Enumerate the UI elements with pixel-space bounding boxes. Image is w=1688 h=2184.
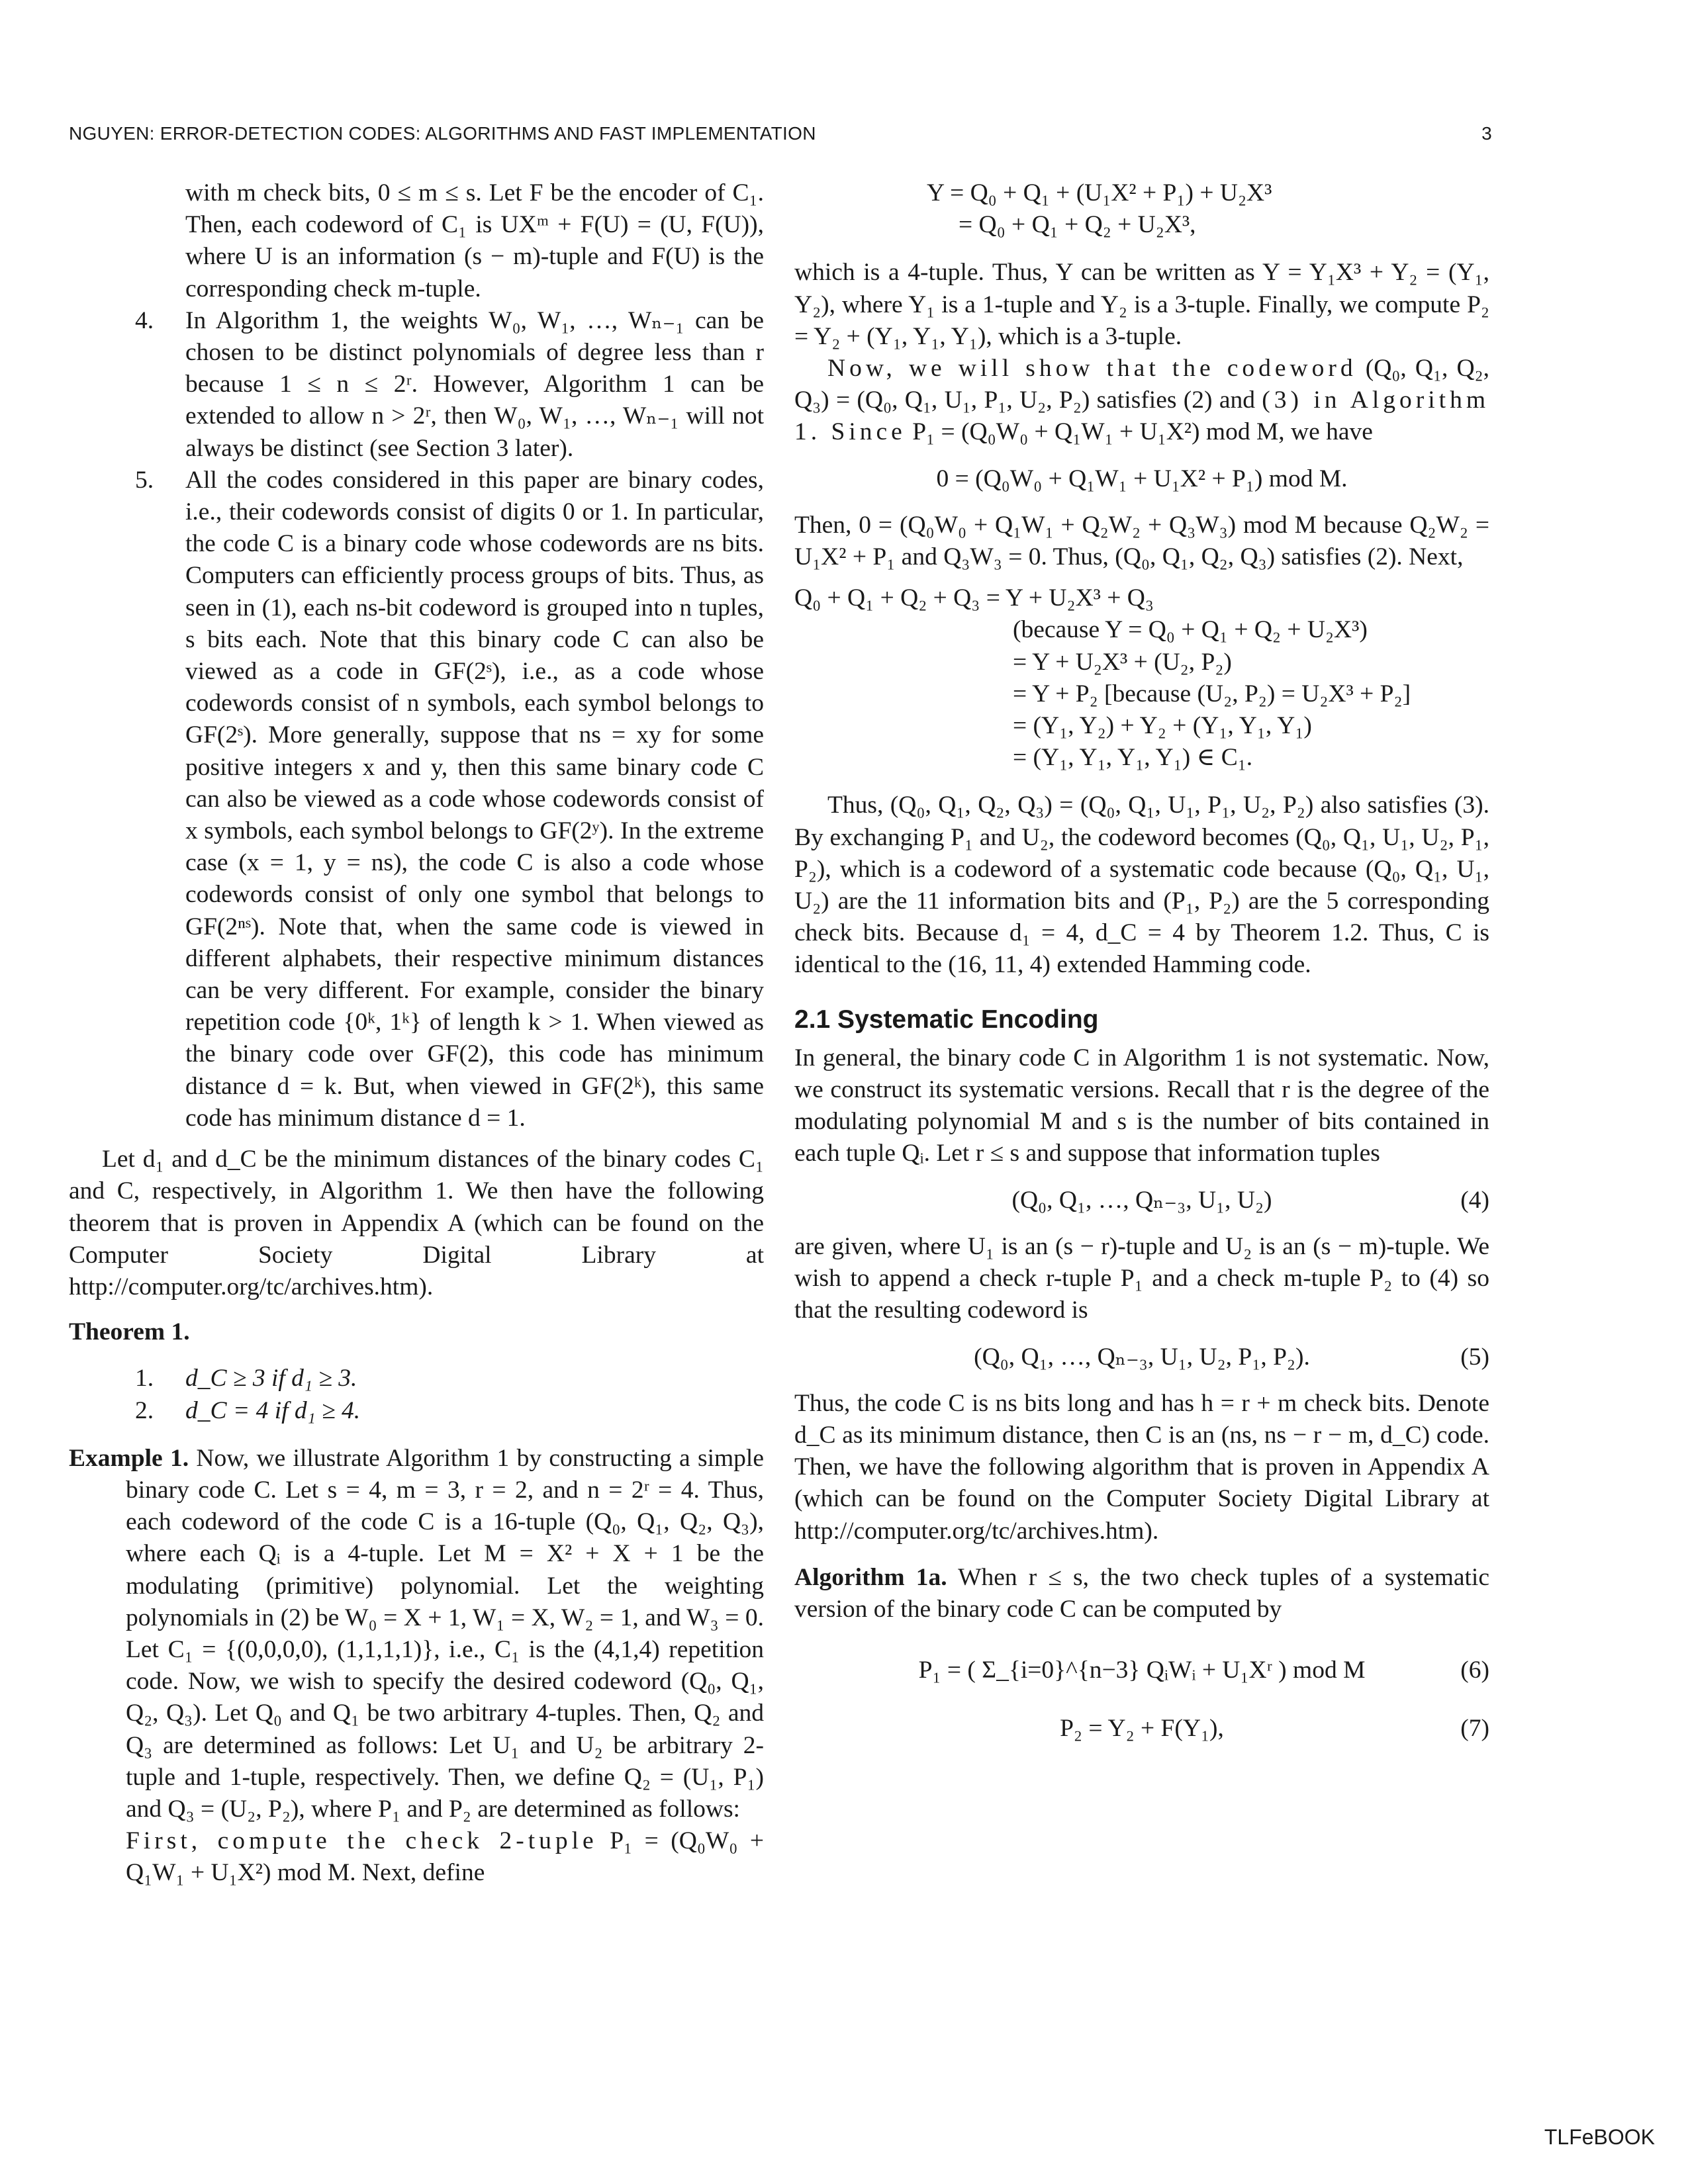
equation-4 — [794, 1185, 1489, 1216]
section-heading: 2.1 Systematic Encoding — [794, 1005, 1099, 1034]
page-number: 3 — [1481, 123, 1492, 144]
list-text: In Algorithm 1, the weights W₀, W₁, …, Wₙ₋₁ can be chosen to be distinct polynomials of degree less than r because 1 ≤ n ≤ 2ʳ. However, Algorithm 1 can be extended to allow n > 2ʳ, then W₀, W₁, …, Wₙ₋₁ will not always be distinct (see Section 3 later). — [185, 306, 764, 462]
list-number: 2. — [135, 1396, 154, 1424]
list-text: All the codes considered in this paper are binary codes, i.e., their codewords consist of digits 0 or 1. In particular, the code C is a binary code whose codewords are ns bits. Computers can efficiently process groups of bits. Thus, as seen in (1), each ns-bit codeword is grouped into n tuples, s bits each. Note that this binary code C can also be viewed as a code in GF(2ˢ), i.e., as a code whose codewords consist of n symbols, each symbol belongs to GF(2ˢ). More generally, suppose that ns = xy for some positive integers x and y, then this same binary code C can also be viewed as a code whose codewords consist of x symbols, each symbol belongs to GF(2ʸ). In the extreme case (x = 1, y = ns), the code C is also a code whose codewords consist of only one symbol that belongs to GF(2ⁿˢ). Note that, when the same code is viewed in different alphabets, their respective minimum distances can be very different. For example, consider the binary repetition code {0ᵏ, 1ᵏ} of length k > 1. When viewed as the binary code over GF(2), this code has minimum distance d = k. But, when viewed in GF(2ᵏ), this same code has minimum distance d = 1. — [185, 466, 764, 1132]
paragraph-let: Let d₁ and d_C be the minimum distances of the binary codes C₁ and C, respectively, in Algorithm 1. We then have the following theorem that is proven in Appendix A (which can be found on the Computer Society Digital Library at http://computer.org/tc/archives.htm). — [69, 1146, 764, 1300]
running-head — [69, 123, 1492, 144]
equation-line: Q₀ + Q₁ + Q₂ + Q₃ = Y + U₂X³ + Q₃ — [794, 584, 1154, 612]
equation-text: P₁ = ( Σ_{i=0}^{n−3} QᵢWᵢ + U₁Xʳ ) mod M — [918, 1657, 1366, 1684]
list-number: 1. — [135, 1365, 154, 1392]
list-number: 4. — [135, 306, 154, 334]
equation-line: = Y + P₂ [because (U₂, P₂) = U₂X³ + P₂] — [1013, 680, 1411, 707]
equation-line: = Q₀ + Q₁ + Q₂ + U₂X³, — [959, 211, 1196, 239]
paragraph: Then, 0 = (Q₀W₀ + Q₁W₁ + Q₂W₂ + Q₃W₃) mod M because Q₂W₂ = U₁X² + P₁ and Q₃W₃ = 0. Thus, (Q₀, Q₁, Q₂, Q₃) satisfies (2). Next, — [794, 511, 1489, 571]
algorithm-1a — [794, 1562, 1489, 1625]
equation-text: (Q₀, Q₁, …, Qₙ₋₃, U₁, U₂) — [1011, 1186, 1272, 1214]
equation-line: = (Y₁, Y₂) + Y₂ + (Y₁, Y₁, Y₁) — [1013, 712, 1312, 740]
example-text: Now, we illustrate Algorithm 1 by constructing a simple binary code C. Let s = 4, m = 3, r = 2, and n = 2ʳ = 4. Thus, each codeword of the code C is a 16-tuple (Q₀, Q₁, Q₂, Q₃), where each Qᵢ is a 4-tuple. Let M = X² + X + 1 be the modulating (primitive) polynomial. Let the weighting polynomials in (2) be W₀ = X + 1, W₁ = X, W₂ = 1, and W₃ = 0. Let C₁ = {(0,0,0,0), (1,1,1,1)}, i.e., C₁ is the (4,1,4) repetition code. Now, we wish to specify the desired codeword (Q₀, Q₁, Q₂, Q₃). Let Q₀ and Q₁ be two arbitrary 4-tuples. Then, Q₂ and Q₃ are determined as follows: Let U₁ and U₂ be arbitrary 2-tuple and 1-tuple, respectively. Then, we define Q₂ = (U₁, P₁) and Q₃ = (U₂, P₂), where P₁ and P₂ are determined as follows: — [126, 1444, 764, 1823]
equation-number: (7) — [1460, 1715, 1489, 1743]
theorem-item — [69, 1395, 764, 1427]
equation-7 — [794, 1713, 1489, 1745]
theorem-item — [69, 1363, 764, 1394]
example-end: P₁ = (Q₀W₀ + Q₁W₁ + U₁X²) mod M. Next, define — [126, 1827, 765, 1887]
equation-5 — [794, 1342, 1489, 1373]
theorem-title: Theorem 1. — [69, 1318, 190, 1346]
left-column — [69, 177, 764, 1889]
list-number: 5. — [135, 466, 154, 494]
equation-y — [794, 177, 1489, 241]
equation-text: P₂ = Y₂ + F(Y₁), — [1060, 1715, 1224, 1743]
right-column — [794, 177, 1489, 1760]
paragraph-text: (Q₀, Q₁, Q₂, Q₃) = (Q₀, Q₁, U₁, P₁, U₂, P₂) satisfies (2) and — [794, 355, 1490, 414]
algorithm-text: When r ≤ s, the two check tuples of a systematic version of the binary code C can be computed by — [794, 1563, 1489, 1623]
paragraph: Thus, (Q₀, Q₁, Q₂, Q₃) = (Q₀, Q₁, U₁, P₁, U₂, P₂) also satisfies (3). By exchanging P₁ and U₂, the codeword becomes (Q₀, Q₁, U₁, U₂, P₁, P₂), which is a codeword of a systematic code because (Q₀, Q₁, U₁, U₂) are the 11 information bits and (P₁, P₂) are the 5 corresponding check bits. Because d₁ = 4, d_C = 4 by Theorem 1.2. Thus, C is identical to the (16, 11, 4) extended Hamming code. — [794, 792, 1489, 979]
example-continued — [69, 1825, 764, 1889]
equation-number: (4) — [1460, 1186, 1489, 1214]
example-spread-line: First, compute the check 2-tuple — [126, 1827, 598, 1855]
equation-6 — [794, 1655, 1489, 1686]
equation-number: (5) — [1460, 1343, 1489, 1371]
paragraph: which is a 4-tuple. Thus, Y can be written as Y = Y₁X³ + Y₂ = (Y₁, Y₂), where Y₁ is a 1-tuple and Y₂ is a 3-tuple. Finally, we compute P₂ = Y₂ + (Y₁, Y₁, Y₁), which is a 3-tuple. — [794, 259, 1489, 350]
footer-brand: TLFeBOOK — [1544, 2125, 1655, 2149]
equation-line: = (Y₁, Y₁, Y₁, Y₁) ∈ C₁. — [1013, 744, 1253, 772]
list-item-4 — [69, 305, 764, 465]
algorithm-title: Algorithm 1a. — [794, 1563, 947, 1591]
equation-text: (Q₀, Q₁, …, Qₙ₋₃, U₁, U₂, P₁, P₂). — [974, 1343, 1310, 1371]
equation-line: = Y + U₂X³ + (U₂, P₂) — [1013, 648, 1232, 676]
paragraph-text: P₁ = (Q₀W₀ + Q₁W₁ + U₁X²) mod M, we have — [912, 418, 1373, 446]
example-1 — [69, 1443, 764, 1825]
paragraph: are given, where U₁ is an (s − r)-tuple and U₂ is an (s − m)-tuple. We wish to append a check r-tuple P₁ and a check m-tuple P₂ to (4) so that the resulting codeword is — [794, 1232, 1489, 1324]
paragraph: Thus, the code C is ns bits long and has h = r + m check bits. Denote d_C as its minimum distance, then C is an (ns, ns − r − m, d_C) code. Then, we have the following algorithm that is proven in Appendix A (which can be found on the Computer Society Digital Library at http://computer.org/tc/archives.htm). — [794, 1389, 1489, 1545]
equation-number: (6) — [1460, 1657, 1489, 1684]
equation-line: Y = Q₀ + Q₁ + (U₁X² + P₁) + U₂X³ — [927, 179, 1272, 206]
theorem-text: d_C = 4 if d₁ ≥ 4. — [185, 1396, 361, 1424]
equation-line: (because Y = Q₀ + Q₁ + Q₂ + U₂X³) — [1013, 616, 1368, 644]
spread-line: Now, we will show that the codeword — [827, 355, 1357, 383]
running-title: NGUYEN: ERROR-DETECTION CODES: ALGORITHMS AND FAST IMPLEMENTATION — [69, 123, 816, 144]
equation-sum — [794, 582, 1489, 774]
paragraph: In general, the binary code C in Algorithm 1 is not systematic. Now, we construct its systematic versions. Recall that r is the degree of the modulating polynomial M and s is the number of bits contained in each tuple Qᵢ. Let r ≤ s and suppose that information tuples — [794, 1044, 1489, 1167]
equation-zero: 0 = (Q₀W₀ + Q₁W₁ + U₁X² + P₁) mod M. — [936, 465, 1348, 492]
spread-line: (3) in Algorithm 1. Since — [794, 387, 1489, 446]
paragraph-codeword — [794, 353, 1489, 449]
list-item-5 — [69, 465, 764, 1134]
example-title: Example 1. — [69, 1444, 189, 1472]
item3-continuation: with m check bits, 0 ≤ m ≤ s. Let F be the encoder of C₁. Then, each codeword of C₁ is UXᵐ + F(U) = (U, F(U)), where U is an information (s − m)-tuple and F(U) is the corresponding check m-tuple. — [185, 179, 764, 302]
theorem-text: d_C ≥ 3 if d₁ ≥ 3. — [185, 1365, 357, 1392]
